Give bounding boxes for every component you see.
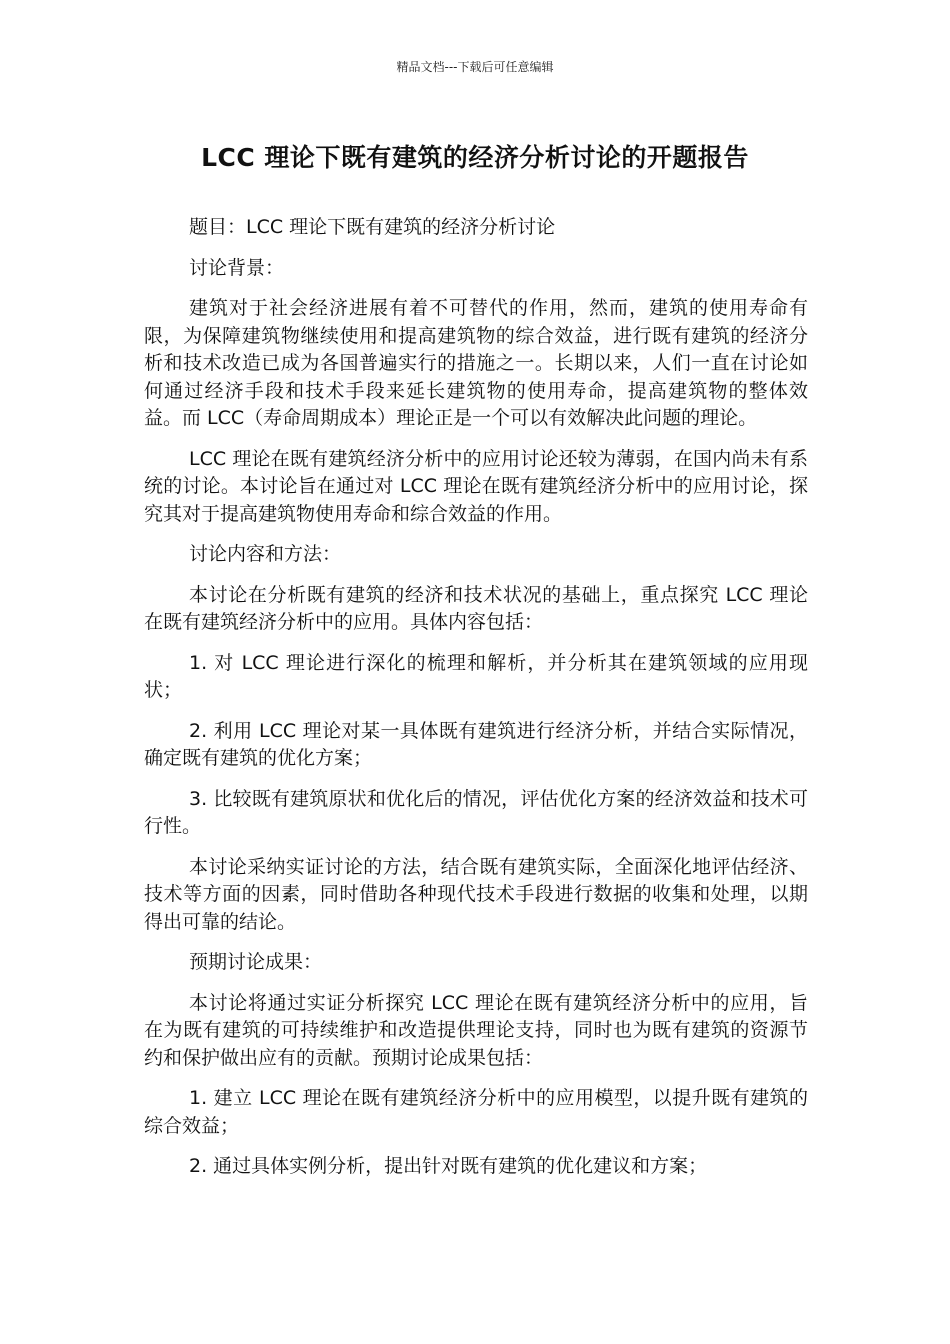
list-item-content-1: 1. 对 LCC 理论进行深化的梳理和解析，并分析其在建筑领域的应用现状； [144,651,808,701]
paragraph-content-intro: 本讨论在分析既有建筑的经济和技术状况的基础上，重点探究 LCC 理论在既有建筑经济分析中的应用。具体内容包括： [144,583,808,633]
paragraph-method: 本讨论采纳实证讨论的方法，结合既有建筑实际，全面深化地评估经济、技术等方面的因素，同时借助各种现代技术手段进行数据的收集和处理，以期得出可靠的结论。 [144,855,808,933]
list-item-expected-1: 1. 建立 LCC 理论在既有建筑经济分析中的应用模型，以提升既有建筑的综合效益； [144,1087,808,1137]
document-body [144,214,808,1194]
list-item-expected-2: 2. 通过具体实例分析，提出针对既有建筑的优化建议和方案； [189,1155,708,1177]
paragraph-background-1: 建筑对于社会经济进展有着不可替代的作用，然而，建筑的使用寿命有限，为保障建筑物继续使用和提高建筑物的综合效益，进行既有建筑的经济分析和技术改造已成为各国普遍实行的措施之一。长期以来，人们一直在讨论如何通过经济手段和技术手段来延长建筑物的使用寿命，提高建筑物的整体效益。而 LCC（寿命周期成本）理论正是一个可以有效解决此问题的理论。 [144,297,808,429]
paragraph-expected-intro: 本讨论将通过实证分析探究 LCC 理论在既有建筑经济分析中的应用，旨在为既有建筑的可持续维护和改造提供理论支持，同时也为既有建筑的资源节约和保护做出应有的贡献。预期讨论成果包括： [144,991,808,1069]
heading-expected-results: 预期讨论成果： [189,951,323,973]
header-note: 精品文档---下载后可任意编辑 [396,60,554,74]
heading-background: 讨论背景： [189,256,285,279]
heading-content-method: 讨论内容和方法： [189,543,342,565]
paragraph-background-2: LCC 理论在既有建筑经济分析中的应用讨论还较为薄弱，在国内尚未有系统的讨论。本讨论旨在通过对 LCC 理论在既有建筑经济分析中的应用讨论，探究其对于提高建筑物使用寿命和综合效益的作用。 [144,447,808,525]
paragraph-topic: 题目：LCC 理论下既有建筑的经济分析讨论 [189,216,556,238]
list-item-content-3: 3. 比较既有建筑原状和优化后的情况，评估优化方案的经济效益和技术可行性。 [144,787,808,837]
document-title: LCC 理论下既有建筑的经济分析讨论的开题报告 [201,143,749,172]
list-item-content-2: 2. 利用 LCC 理论对某一具体既有建筑进行经济分析，并结合实际情况，确定既有建筑的优化方案； [144,719,808,769]
